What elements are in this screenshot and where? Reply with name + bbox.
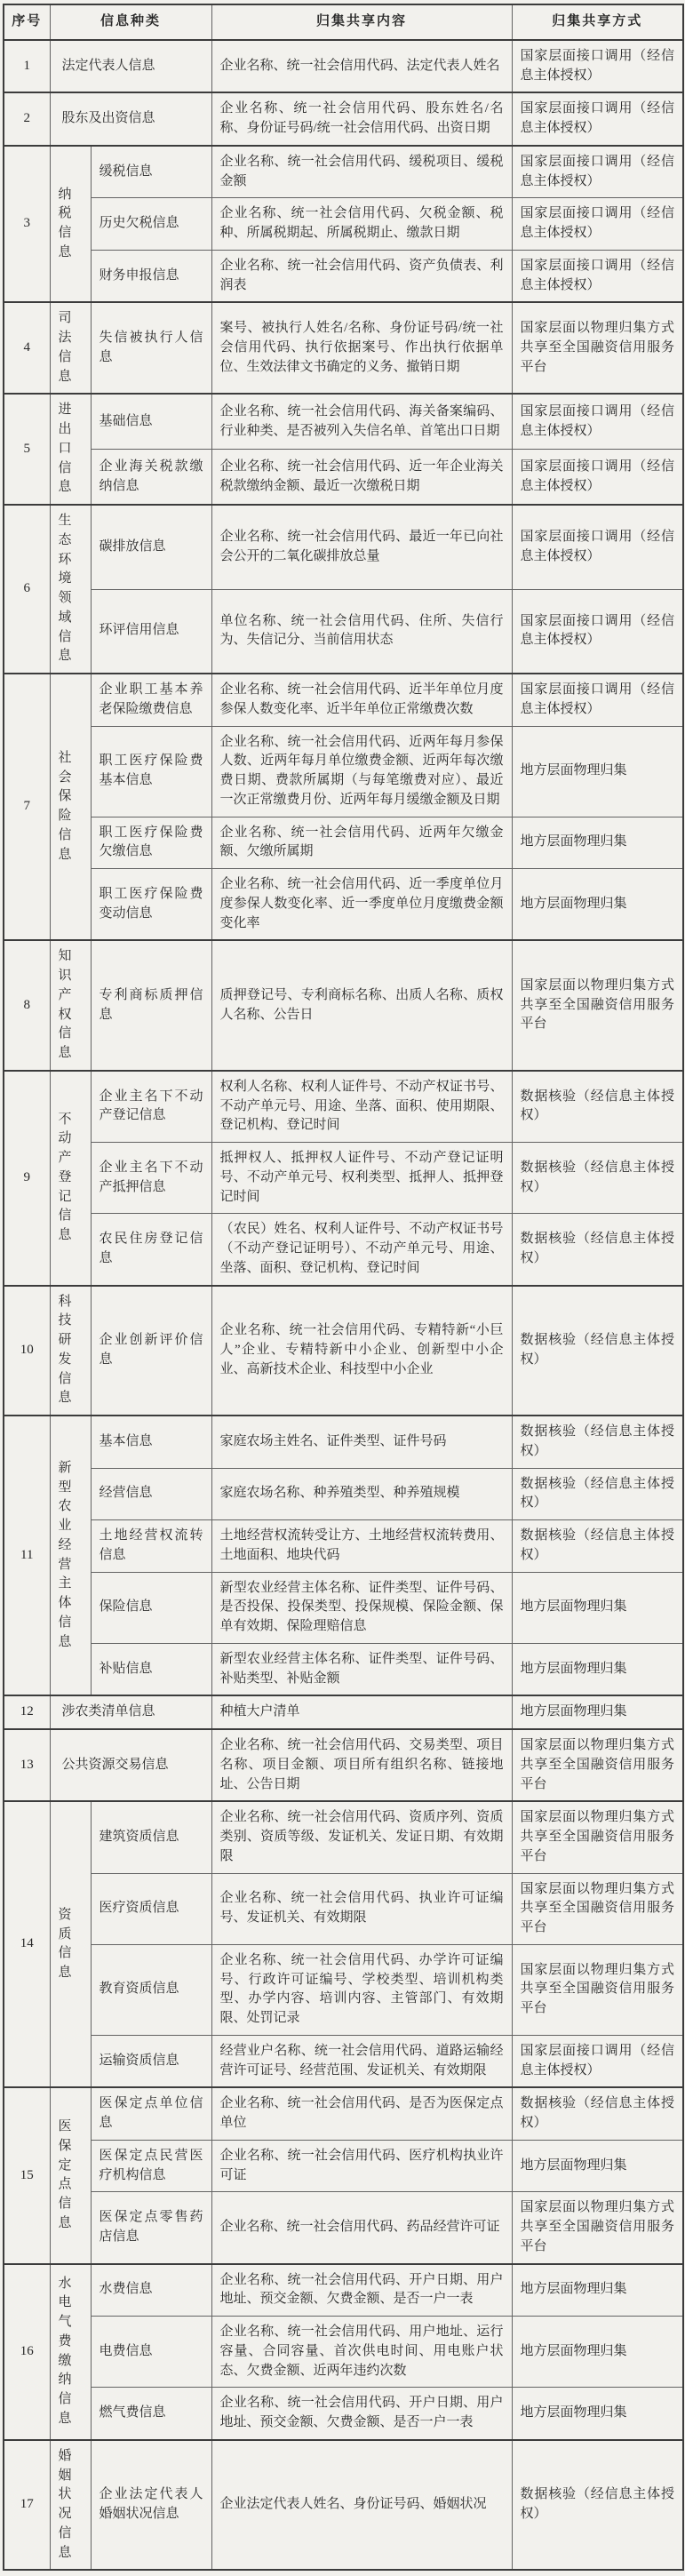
category-cell: 生态环境领域信息 bbox=[50, 505, 91, 674]
category-cell: 司法信息 bbox=[50, 302, 91, 394]
table-row bbox=[4, 1071, 683, 1143]
content-cell: 企业名称、统一社会信用代码、近两年每月参保人数、近两年每月单位缴费金额、近两年每次缴费日期、费款所属期（与每笔缴费对应）、最近一次正常缴费月份、近两年每月缓缴金额及日期 bbox=[211, 726, 512, 817]
table-row bbox=[4, 2317, 683, 2388]
method-cell: 国家层面以物理归集方式共享至全国融资信用服务平台 bbox=[512, 302, 683, 394]
method-cell: 国家层面接口调用（经信息主体授权） bbox=[512, 250, 683, 302]
content-cell: 抵押权人、抵押权人证件号、不动产登记证明号、不动产单元号、权利类型、抵押人、抵押登记时间 bbox=[211, 1143, 512, 1214]
subcategory-cell: 补贴信息 bbox=[91, 1643, 211, 1695]
method-cell: 国家层面以物理归集方式共享至全国融资信用服务平台 bbox=[512, 1873, 683, 1944]
method-cell: 地方层面物理归集 bbox=[512, 726, 683, 817]
table-row bbox=[4, 2140, 683, 2192]
method-cell: 地方层面物理归集 bbox=[512, 2140, 683, 2192]
row-number: 14 bbox=[4, 1801, 50, 2087]
method-cell: 数据核验（经信息主体授权） bbox=[512, 2440, 683, 2571]
subcategory-cell: 历史欠税信息 bbox=[91, 198, 211, 251]
row-number: 8 bbox=[4, 940, 50, 1071]
subcategory-cell: 建筑资质信息 bbox=[91, 1801, 211, 1873]
method-cell: 国家层面接口调用（经信息主体授权） bbox=[512, 505, 683, 589]
subcategory-cell: 医疗资质信息 bbox=[91, 1873, 211, 1944]
row-number: 7 bbox=[4, 674, 50, 940]
subcategory-cell: 职工医疗保险费基本信息 bbox=[91, 726, 211, 817]
table-row bbox=[4, 394, 683, 449]
category-cell: 婚姻状况信息 bbox=[50, 2440, 91, 2571]
category-cell: 科技研发信息 bbox=[50, 1286, 91, 1416]
category-cell: 法定代表人信息 bbox=[50, 40, 211, 93]
table-row bbox=[4, 674, 683, 726]
subcategory-cell: 医保定点零售药店信息 bbox=[91, 2192, 211, 2264]
content-cell: 企业名称、统一社会信用代码、近一年企业海关税款缴纳金额、最近一次缴税日期 bbox=[211, 450, 512, 505]
table-row bbox=[4, 40, 683, 93]
subcategory-cell: 基础信息 bbox=[91, 394, 211, 449]
table-row bbox=[4, 1416, 683, 1468]
subcategory-cell: 运输资质信息 bbox=[91, 2035, 211, 2087]
content-cell: 单位名称、统一社会信用代码、住所、失信行为、失信记分、当前信用状态 bbox=[211, 589, 512, 674]
row-number: 10 bbox=[4, 1286, 50, 1416]
subcategory-cell: 医保定点单位信息 bbox=[91, 2087, 211, 2140]
method-cell: 地方层面物理归集 bbox=[512, 2317, 683, 2388]
row-number: 17 bbox=[4, 2440, 50, 2571]
category-cell: 知识产权信息 bbox=[50, 940, 91, 1071]
content-cell: 企业名称、统一社会信用代码、法定代表人姓名 bbox=[211, 40, 512, 93]
method-cell: 国家层面接口调用（经信息主体授权） bbox=[512, 92, 683, 146]
subcategory-cell: 医保定点民营医疗机构信息 bbox=[91, 2140, 211, 2192]
method-cell: 数据核验（经信息主体授权） bbox=[512, 1286, 683, 1416]
table-row bbox=[4, 589, 683, 674]
method-cell: 数据核验（经信息主体授权） bbox=[512, 2087, 683, 2140]
content-cell: （农民）姓名、权利人证件号、不动产权证书号（不动产登记证明号）、不动产单元号、用途、坐落、面积、登记机构、登记时间 bbox=[211, 1214, 512, 1286]
category-cell: 公共资源交易信息 bbox=[50, 1729, 211, 1801]
method-cell: 国家层面接口调用（经信息主体授权） bbox=[512, 198, 683, 251]
method-cell: 地方层面物理归集 bbox=[512, 1643, 683, 1695]
content-cell: 企业名称、统一社会信用代码、是否为医保定点单位 bbox=[211, 2087, 512, 2140]
content-cell: 企业名称、统一社会信用代码、用户地址、运行容量、合同容量、首次供电时间、用电账户状态、欠费金额、近两年违约次数 bbox=[211, 2317, 512, 2388]
table-row bbox=[4, 92, 683, 146]
method-cell: 数据核验（经信息主体授权） bbox=[512, 1143, 683, 1214]
method-cell: 国家层面接口调用（经信息主体授权） bbox=[512, 394, 683, 449]
table-row bbox=[4, 302, 683, 394]
table-row bbox=[4, 198, 683, 251]
content-cell: 案号、被执行人姓名/名称、身份证号码/统一社会信用代码、执行依据案号、作出执行依据单位、生效法律文书确定的义务、撤销日期 bbox=[211, 302, 512, 394]
category-cell: 不动产登记信息 bbox=[50, 1071, 91, 1286]
category-cell: 股东及出资信息 bbox=[50, 92, 211, 146]
method-cell: 国家层面接口调用（经信息主体授权） bbox=[512, 674, 683, 726]
table-row bbox=[4, 450, 683, 505]
row-number: 3 bbox=[4, 146, 50, 303]
row-number: 11 bbox=[4, 1416, 50, 1695]
method-cell: 地方层面物理归集 bbox=[512, 869, 683, 941]
table-row bbox=[4, 817, 683, 869]
method-cell: 数据核验（经信息主体授权） bbox=[512, 1214, 683, 1286]
content-cell: 企业名称、统一社会信用代码、缓税项目、缓税金额 bbox=[211, 146, 512, 198]
content-cell: 种植大户清单 bbox=[211, 1695, 512, 1729]
content-cell: 企业名称、统一社会信用代码、欠税金额、税种、所属税期起、所属税期止、缴款日期 bbox=[211, 198, 512, 251]
content-cell: 企业名称、统一社会信用代码、执业许可证编号、发证机关、有效期限 bbox=[211, 1873, 512, 1944]
content-cell: 企业名称、统一社会信用代码、股东姓名/名称、身份证号码/统一社会信用代码、出资日期 bbox=[211, 92, 512, 146]
content-cell: 质押登记号、专利商标名称、出质人名称、质权人名称、公告日 bbox=[211, 940, 512, 1071]
table-row bbox=[4, 1801, 683, 1873]
table-row bbox=[4, 1873, 683, 1944]
subcategory-cell: 企业法定代表人婚姻状况信息 bbox=[91, 2440, 211, 2571]
subcategory-cell: 燃气费信息 bbox=[91, 2388, 211, 2440]
content-cell: 土地经营权流转受让方、土地经营权流转费用、土地面积、地块代码 bbox=[211, 1520, 512, 1573]
method-cell: 国家层面以物理归集方式共享至全国融资信用服务平台 bbox=[512, 2192, 683, 2264]
category-cell: 医保定点信息 bbox=[50, 2087, 91, 2263]
table-row bbox=[4, 1729, 683, 1801]
method-cell: 国家层面接口调用（经信息主体授权） bbox=[512, 589, 683, 674]
row-number: 1 bbox=[4, 40, 50, 93]
row-number: 4 bbox=[4, 302, 50, 394]
subcategory-cell: 企业主名下不动产抵押信息 bbox=[91, 1143, 211, 1214]
subcategory-cell: 经营信息 bbox=[91, 1468, 211, 1520]
method-cell: 数据核验（经信息主体授权） bbox=[512, 1071, 683, 1143]
subcategory-cell: 碳排放信息 bbox=[91, 505, 211, 589]
header-row bbox=[4, 4, 683, 40]
method-cell: 国家层面接口调用（经信息主体授权） bbox=[512, 146, 683, 198]
subcategory-cell: 基本信息 bbox=[91, 1416, 211, 1468]
subcategory-cell: 保险信息 bbox=[91, 1572, 211, 1643]
content-cell: 企业名称、统一社会信用代码、医疗机构执业许可证 bbox=[211, 2140, 512, 2192]
method-cell: 国家层面以物理归集方式共享至全国融资信用服务平台 bbox=[512, 1729, 683, 1801]
subcategory-cell: 专利商标质押信息 bbox=[91, 940, 211, 1071]
subcategory-cell: 职工医疗保险费变动信息 bbox=[91, 869, 211, 941]
row-number: 9 bbox=[4, 1071, 50, 1286]
method-cell: 地方层面物理归集 bbox=[512, 1572, 683, 1643]
table-row bbox=[4, 2388, 683, 2440]
table-row bbox=[4, 2087, 683, 2140]
category-cell: 水电气费缴纳信息 bbox=[50, 2264, 91, 2440]
header-category: 信息种类 bbox=[50, 4, 211, 40]
subcategory-cell: 缓税信息 bbox=[91, 146, 211, 198]
method-cell: 地方层面物理归集 bbox=[512, 2264, 683, 2317]
subcategory-cell: 电费信息 bbox=[91, 2317, 211, 2388]
table-row bbox=[4, 2192, 683, 2264]
table-row bbox=[4, 1643, 683, 1695]
table-row bbox=[4, 869, 683, 941]
content-cell: 企业名称、统一社会信用代码、近两年欠缴金额、欠缴所属期 bbox=[211, 817, 512, 869]
header-method: 归集共享方式 bbox=[512, 4, 683, 40]
content-cell: 新型农业经营主体名称、证件类型、证件号码、补贴类型、补贴金额 bbox=[211, 1643, 512, 1695]
table-body bbox=[4, 40, 683, 2571]
row-number: 6 bbox=[4, 505, 50, 674]
content-cell: 企业名称、统一社会信用代码、开户日期、用户地址、预交金额、欠费金额、是否一户一表 bbox=[211, 2264, 512, 2317]
category-cell: 新型农业经营主体信息 bbox=[50, 1416, 91, 1695]
table-row bbox=[4, 1944, 683, 2035]
content-cell: 新型农业经营主体名称、证件类型、证件号码、是否投保、投保类型、投保规模、保险金额、保单有效期、保险理赔信息 bbox=[211, 1572, 512, 1643]
content-cell: 企业名称、统一社会信用代码、专精特新“小巨人”企业、专精特新中小企业、创新型中小企业、高新技术企业、科技型中小企业 bbox=[211, 1286, 512, 1416]
subcategory-cell: 企业职工基本养老保险缴费信息 bbox=[91, 674, 211, 726]
table-row bbox=[4, 1286, 683, 1416]
content-cell: 企业名称、统一社会信用代码、海关备案编码、行业种类、是否被列入失信名单、首笔出口日期 bbox=[211, 394, 512, 449]
subcategory-cell: 水费信息 bbox=[91, 2264, 211, 2317]
table-row bbox=[4, 726, 683, 817]
category-cell: 进出口信息 bbox=[50, 394, 91, 505]
table-row bbox=[4, 146, 683, 198]
subcategory-cell: 企业海关税款缴纳信息 bbox=[91, 450, 211, 505]
content-cell: 经营业户名称、统一社会信用代码、道路运输经营许可证号、经营范围、发证机关、有效期限 bbox=[211, 2035, 512, 2087]
content-cell: 家庭农场主姓名、证件类型、证件号码 bbox=[211, 1416, 512, 1468]
table-row bbox=[4, 2440, 683, 2571]
content-cell: 企业名称、统一社会信用代码、资质序列、资质类别、资质等级、发证机关、发证日期、有效期限 bbox=[211, 1801, 512, 1873]
method-cell: 数据核验（经信息主体授权） bbox=[512, 1416, 683, 1468]
content-cell: 企业名称、统一社会信用代码、开户日期、用户地址、预交金额、欠费金额、是否一户一表 bbox=[211, 2388, 512, 2440]
header-content: 归集共享内容 bbox=[211, 4, 512, 40]
content-cell: 企业法定代表人姓名、身份证号码、婚姻状况 bbox=[211, 2440, 512, 2571]
table-row bbox=[4, 1214, 683, 1286]
table-row bbox=[4, 940, 683, 1071]
row-number: 15 bbox=[4, 2087, 50, 2263]
subcategory-cell: 农民住房登记信息 bbox=[91, 1214, 211, 1286]
method-cell: 地方层面物理归集 bbox=[512, 2388, 683, 2440]
table-row bbox=[4, 1695, 683, 1729]
method-cell: 国家层面接口调用（经信息主体授权） bbox=[512, 40, 683, 93]
table-row bbox=[4, 1572, 683, 1643]
content-cell: 企业名称、统一社会信用代码、办学许可证编号、行政许可证编号、学校类型、培训机构类型、办学内容、培训内容、主管部门、有效期限、处罚记录 bbox=[211, 1944, 512, 2035]
row-number: 16 bbox=[4, 2264, 50, 2440]
row-number: 12 bbox=[4, 1695, 50, 1729]
content-cell: 家庭农场名称、种养殖类型、种养殖规模 bbox=[211, 1468, 512, 1520]
category-cell: 涉农类清单信息 bbox=[50, 1695, 211, 1729]
row-number: 2 bbox=[4, 92, 50, 146]
content-cell: 企业名称、统一社会信用代码、资产负债表、利润表 bbox=[211, 250, 512, 302]
method-cell: 国家层面以物理归集方式共享至全国融资信用服务平台 bbox=[512, 940, 683, 1071]
method-cell: 国家层面以物理归集方式共享至全国融资信用服务平台 bbox=[512, 1944, 683, 2035]
category-cell: 纳税信息 bbox=[50, 146, 91, 303]
info-collection-table bbox=[3, 4, 684, 2571]
table-row bbox=[4, 1468, 683, 1520]
method-cell: 国家层面以物理归集方式共享至全国融资信用服务平台 bbox=[512, 1801, 683, 1873]
table-row bbox=[4, 1143, 683, 1214]
content-cell: 企业名称、统一社会信用代码、交易类型、项目名称、项目金额、项目所有组织名称、链接地址、公告日期 bbox=[211, 1729, 512, 1801]
method-cell: 地方层面物理归集 bbox=[512, 817, 683, 869]
subcategory-cell: 企业主名下不动产登记信息 bbox=[91, 1071, 211, 1143]
subcategory-cell: 失信被执行人信息 bbox=[91, 302, 211, 394]
subcategory-cell: 教育资质信息 bbox=[91, 1944, 211, 2035]
category-cell: 资质信息 bbox=[50, 1801, 91, 2087]
table-row bbox=[4, 250, 683, 302]
content-cell: 企业名称、统一社会信用代码、药品经营许可证 bbox=[211, 2192, 512, 2264]
method-cell: 数据核验（经信息主体授权） bbox=[512, 1468, 683, 1520]
table-row bbox=[4, 2035, 683, 2087]
subcategory-cell: 企业创新评价信息 bbox=[91, 1286, 211, 1416]
table-row bbox=[4, 2264, 683, 2317]
subcategory-cell: 土地经营权流转信息 bbox=[91, 1520, 211, 1573]
content-cell: 企业名称、统一社会信用代码、近一季度单位月度参保人数变化率、近一季度单位月度缴费金额变化率 bbox=[211, 869, 512, 941]
table-row bbox=[4, 1520, 683, 1573]
row-number: 5 bbox=[4, 394, 50, 505]
content-cell: 企业名称、统一社会信用代码、近半年单位月度参保人数变化率、近半年单位正常缴费次数 bbox=[211, 674, 512, 726]
method-cell: 地方层面物理归集 bbox=[512, 1695, 683, 1729]
method-cell: 国家层面接口调用（经信息主体授权） bbox=[512, 450, 683, 505]
content-cell: 企业名称、统一社会信用代码、最近一年已向社会公开的二氧化碳排放总量 bbox=[211, 505, 512, 589]
row-number: 13 bbox=[4, 1729, 50, 1801]
header-no: 序号 bbox=[4, 4, 50, 40]
subcategory-cell: 职工医疗保险费欠缴信息 bbox=[91, 817, 211, 869]
content-cell: 权利人名称、权利人证件号、不动产权证书号、不动产单元号、用途、坐落、面积、使用期限、登记机构、登记时间 bbox=[211, 1071, 512, 1143]
method-cell: 数据核验（经信息主体授权） bbox=[512, 1520, 683, 1573]
method-cell: 国家层面接口调用（经信息主体授权） bbox=[512, 2035, 683, 2087]
subcategory-cell: 财务申报信息 bbox=[91, 250, 211, 302]
table-header bbox=[4, 4, 683, 40]
subcategory-cell: 环评信用信息 bbox=[91, 589, 211, 674]
category-cell: 社会保险信息 bbox=[50, 674, 91, 940]
table-row bbox=[4, 505, 683, 589]
